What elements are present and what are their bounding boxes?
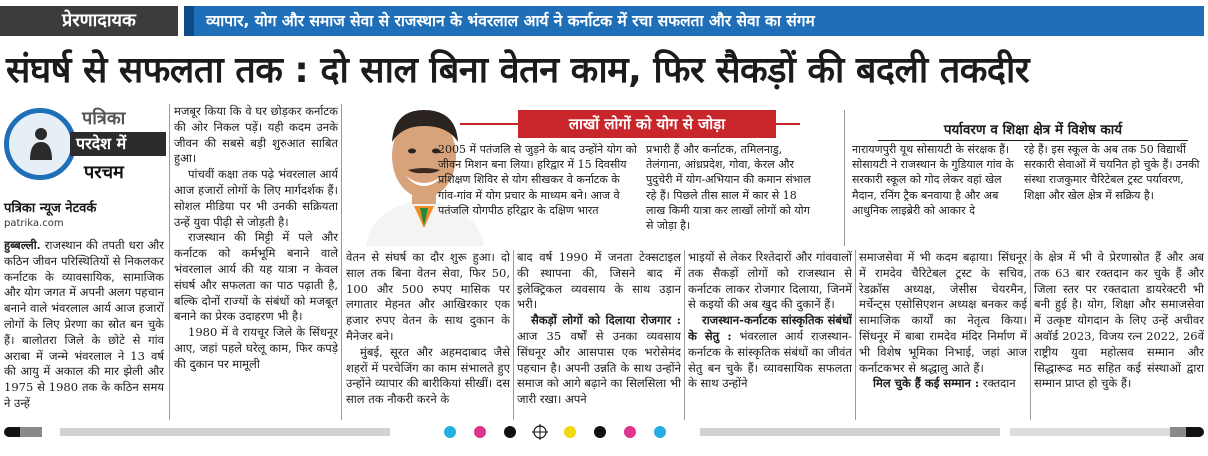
column-1 — [4, 238, 164, 424]
col5-subhead: राजस्थान-कर्नाटक सांस्कृतिक संबंधों के सेतु : — [688, 313, 852, 343]
col6-subhead: मिल चुके हैं कई सम्मान : — [873, 376, 980, 391]
column-rule — [855, 250, 856, 420]
logo-line3: परचम — [84, 162, 124, 183]
logo-line1: पत्रिका — [82, 108, 126, 129]
yoga-heading: लाखों लोगों को योग से जोड़ा — [518, 110, 776, 138]
env-right-column — [1024, 142, 1202, 246]
col6-para-2: रक्तदान — [982, 376, 1016, 391]
col5-para-2: भंवरलाल आर्य राजस्थान-कर्नाटक के सांस्कृतिक संबंधों का जीवंत सेतु बन चुके हैं। व्यावसायिक सफलता के साथ उन्होंने — [688, 328, 852, 391]
yoga-right-column — [646, 142, 818, 246]
section-tag: प्रेरणादायक — [0, 6, 178, 36]
col2-para-4: 1980 में वे रायचूर जिले के सिंधनूर आए, जहां पहले घरेलू काम, फिर कपड़े की दुकान पर मामूली — [174, 325, 338, 371]
column-6 — [859, 250, 1027, 422]
column-2 — [174, 104, 338, 422]
column-rule — [844, 110, 845, 246]
env-left-column — [852, 142, 1018, 246]
logo-line2: परदेश में — [70, 132, 166, 156]
col1-text: राजस्थान की तपती धरा और कठिन जीवन परिस्थितियों से निकलकर कर्नाटक के व्यावसायिक, सामाजिक और योग जगत में अपनी अलग पहचान बनाने वाले भंवरलाल आर्य आज हजारों लोगों के लिए प्रेरणा का स्रोत बन चुके हैं। बालोतरा जिले के छोटे से गांव अराबा में जन्मे भंवरलाल ने 13 वर्ष की आयु में अकाल की मार झेली और 1975 से 1980 तक के कठिन समय ने उन्हें — [4, 238, 164, 410]
print-registration-strip — [0, 424, 1208, 440]
col2-para-3: राजस्थान की मिट्टी में पले और कर्नाटक को कर्मभूमि बनाने वाले भंवरलाल आर्य की यह यात्रा न केवल संघर्ष और सफलता का पाठ पढ़ाती है, बल्कि दोनों राज्यों के संबंधों को मजबूत बनाने का प्रेरक उदाहरण भी है। — [174, 230, 338, 324]
column-rule — [1030, 250, 1031, 420]
person-icon — [28, 126, 54, 162]
column-7 — [1034, 250, 1204, 422]
column-rule — [513, 250, 514, 420]
kicker-bar: व्यापार, योग और समाज सेवा से राजस्थान के भंवरलाल आर्य ने कर्नाटक में रचा सफलता और सेवा का संगम — [184, 6, 1204, 36]
yoga-left-column — [438, 142, 638, 246]
col2-para-1: मजबूर किया कि वे घर छोड़कर कर्नाटक की ओर निकल पड़ें। यही कदम उनके जीवन की सबसे बड़ी शुरुआत साबित हुआ। — [174, 104, 338, 166]
column-rule — [169, 104, 170, 420]
patrika-pardesh-logo — [4, 104, 164, 194]
col4-para-2: आज 35 वर्षों से उनका व्यवसाय सिंधनूर और आसपास एक भरोसेमंद पहचान है। अपनी उन्नति के साथ उन्होंने समाज को आगे बढ़ाने का सिलसिला भी जारी रखा। अपने — [517, 328, 681, 407]
col3-para-2: मुंबई, सूरत और अहमदाबाद जैसे शहरों में परचेजिंग का काम संभालते हुए उन्होंने व्यापार की बारीकियां सीखीं। दस साल तक नौकरी करने के — [346, 344, 510, 407]
column-rule — [684, 250, 685, 420]
column-4 — [517, 250, 681, 422]
col3-para-1: वेतन से संघर्ष का दौर शुरू हुआ। दो साल तक बिना वेतन सेवा, फिर 50, 100 और 500 रुपए मासिक पर लगातार मेहनत और आखिरकार एक हजार रुपए वेतन के साथ दुकान के मैनेजर बने। — [346, 250, 510, 343]
column-3 — [346, 250, 510, 422]
col5-para-1: भाइयों से लेकर रिश्तेदारों और गांववालों तक सैकड़ों लोगों को राजस्थान से कर्नाटक लाकर रोजगार दिलाया, जिनमें से कइयों की अब खुद की दुकानें हैं। — [688, 250, 852, 312]
top-strip — [0, 0, 1208, 40]
env-right-text: रहे हैं। इस स्कूल के अब तक 50 विद्यार्थी सरकारी सेवाओं में चयनित हो चुके हैं। उनकी संस्था राजकुमार चैरिटेबल ट्रस्ट पर्यावरण, शिक्षा और खेल क्षेत्र में सक्रिय है। — [1024, 143, 1200, 202]
byline — [4, 198, 164, 229]
col4-para-1: बाद वर्ष 1990 में जनता टेक्सटाइल की स्थापना की, जिसने बाद में इलेक्ट्रिकल व्यवसाय के साथ उड़ान भरी। — [517, 250, 681, 312]
byline-name: पत्रिका न्यूज नेटवर्क — [4, 201, 97, 216]
headline: संघर्ष से सफलता तक : दो साल बिना वेतन काम, फिर सैकड़ों की बदली तकदीर — [6, 50, 1030, 91]
column-rule — [341, 104, 342, 420]
col4-subhead: सैकड़ों लोगों को दिलाया रोजगार : — [531, 313, 681, 328]
env-left-text: नारायणपुरी यूथ सोसायटी के संरक्षक हैं। सोसायटी ने राजस्थान के गुडियाल गांव के सरकारी स्कूल को गोद लेकर वहां खेल मैदान, रनिंग ट्रैक बनवाया है और अब आधुनिक लाइब्रेरी को आकार दे — [852, 143, 1014, 217]
byline-site: patrika.com — [4, 218, 64, 229]
col6-para-1: समाजसेवा में भी कदम बढ़ाया। सिंधनूर में रामदेव चैरिटेबल ट्रस्ट के सचिव, रेडक्रॉस अध्यक्ष, जेसीस चेयरमैन, मर्चेन्ट्स एसोसिएशन अध्यक्ष बनकर कई सामाजिक कार्यों का नेतृत्व किया। सिंधनूर में बाबा रामदेव मंदिर निर्माण में भी विशेष भूमिका निभाई, जहां आज कर्नाटकभर से श्रद्धालु आते हैं। — [859, 250, 1027, 375]
environment-heading: पर्यावरण व शिक्षा क्षेत्र में विशेष कार्य — [878, 120, 1188, 141]
col2-para-2: पांचवीं कक्षा तक पढ़े भंवरलाल आर्य आज हजारों लोगों के लिए मार्गदर्शक हैं। सोशल मीडिया पर भी उनकी सक्रियता उन्हें युवा पीढ़ी से जोड़ती है। — [174, 167, 338, 229]
yoga-left-text: 2005 में पतंजलि से जुड़ने के बाद उन्होंने योग को जीवन मिशन बना लिया। हरिद्वार में 15 दिवसीय प्रशिक्षण शिविर से योग सीखकर वे कर्नाटक के गांव-गांव में योग प्रचार के माध्यम बने। आज वे पतंजलि योगपीठ हरिद्वार के दक्षिण भारत — [438, 143, 637, 217]
yoga-right-text: प्रभारी हैं और कर्नाटक, तमिलनाडु, तेलंगाना, आंध्रप्रदेश, गोवा, केरल और पुदुचेरी में योग-अभियान की कमान संभाल रहे हैं। पिछले तीस साल में कार से 18 लाख किमी यात्रा कर लाखों लोगों को योग से जोड़ा है। — [646, 143, 811, 233]
column-5 — [688, 250, 852, 422]
col7-para-1: के क्षेत्र में भी वे प्रेरणास्रोत हैं और अब तक 63 बार रक्तदान कर चुके हैं और जिला स्तर पर रक्तदाता डायरेक्टरी भी बनी हुई है। योग, शिक्षा और समाजसेवा में उत्कृष्ट योगदान के लिए उन्हें अचीवर अवॉर्ड 2023, विजय रत्न 2022, 26वें राष्ट्रीय युवा महोत्सव सम्मान और सिद्धारूढ मठ सहित कई संस्थाओं द्वारा सम्मान प्राप्त हो चुके हैं। — [1034, 250, 1204, 391]
dateline: हुब्बल्ली. — [4, 238, 41, 252]
